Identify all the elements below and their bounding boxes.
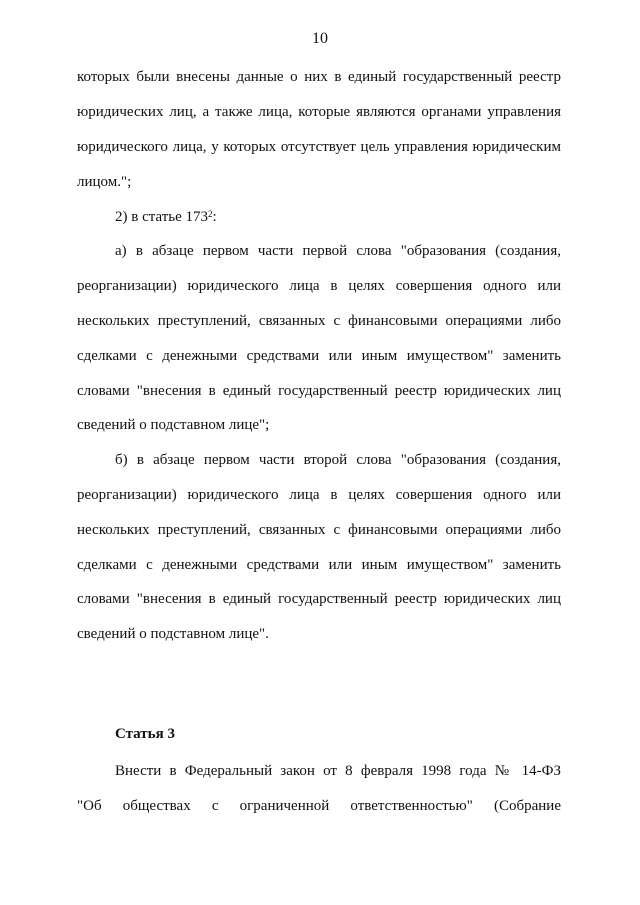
subitem-a-line: а) в абзаце первом части первой слова "образования (создания, bbox=[115, 243, 561, 259]
subitem-a-line: словами "внесения в единый государственный реестр юридических лиц bbox=[77, 383, 561, 399]
superscript: 2 bbox=[208, 209, 213, 219]
subitem-b-line: б) в абзаце первом части второй слова "образования (создания, bbox=[115, 452, 561, 468]
paragraph-line: которых были внесены данные о них в единый государственный реестр bbox=[77, 69, 561, 85]
paragraph-line: юридических лиц, а также лица, которые являются органами управления bbox=[77, 104, 561, 120]
subitem-b-line: нескольких преступлений, связанных с финансовыми операциями либо bbox=[77, 522, 561, 538]
list-item-2-text: 2) в статье 173 bbox=[115, 209, 209, 225]
article-heading: Статья 3 bbox=[115, 726, 175, 742]
subitem-b-line: реорганизации) юридического лица в целях совершения одного или bbox=[77, 487, 561, 503]
list-item-2 bbox=[115, 207, 561, 227]
subitem-b-line: словами "внесения в единый государственный реестр юридических лиц bbox=[77, 591, 561, 607]
paragraph-line: лицом."; bbox=[77, 174, 132, 190]
subitem-a-line: сведений о подставном лице"; bbox=[77, 417, 270, 433]
subitem-b-line: сведений о подставном лице". bbox=[77, 626, 269, 642]
paragraph-line: юридического лица, у которых отсутствует цель управления юридическим bbox=[77, 139, 561, 155]
subitem-b-line: сделками с денежными средствами или иным имуществом" заменить bbox=[77, 557, 561, 573]
subitem-a-line: реорганизации) юридического лица в целях совершения одного или bbox=[77, 278, 561, 294]
article-line: "Об обществах с ограниченной ответственностью" (Собрание bbox=[77, 798, 561, 814]
list-item-2-suffix: : bbox=[212, 209, 217, 225]
article-line: Внести в Федеральный закон от 8 февраля 1998 года № 14-ФЗ bbox=[115, 763, 561, 779]
page-number: 10 bbox=[312, 30, 328, 47]
subitem-a-line: нескольких преступлений, связанных с финансовыми операциями либо bbox=[77, 313, 561, 329]
subitem-a-line: сделками с денежными средствами или иным имуществом" заменить bbox=[77, 348, 561, 364]
